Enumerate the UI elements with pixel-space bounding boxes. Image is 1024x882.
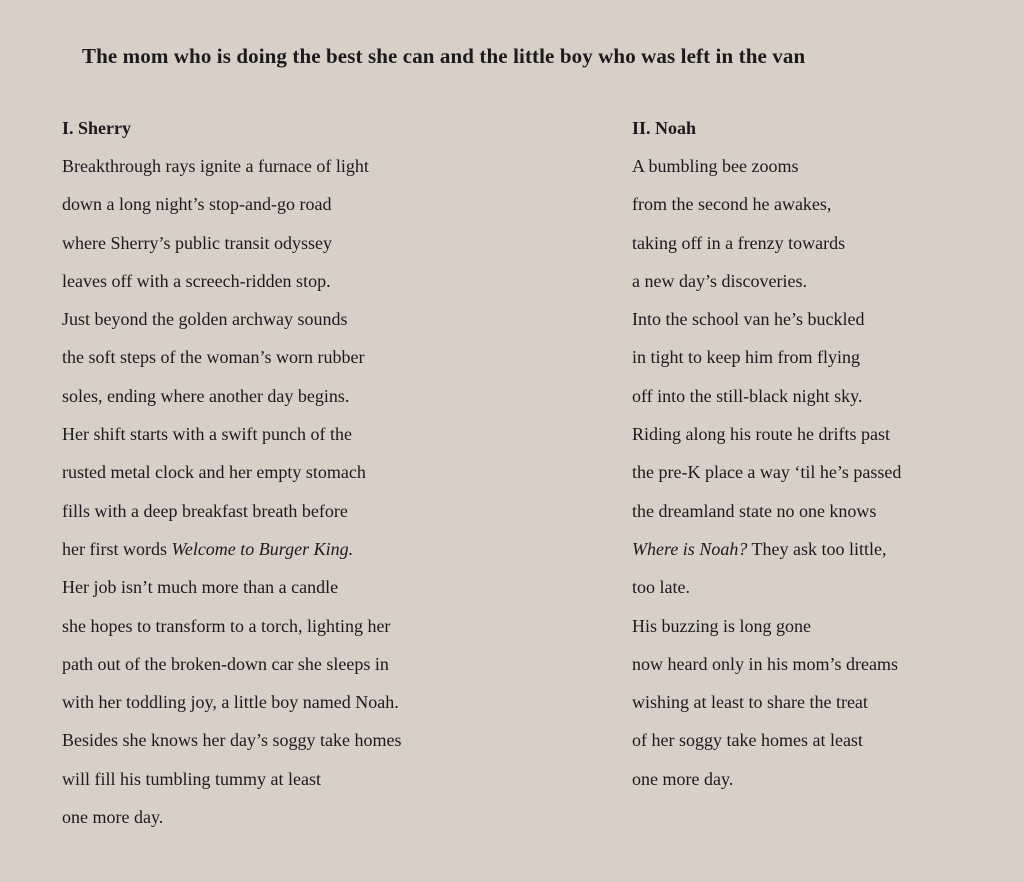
poem-line: Her job isn’t much more than a candle: [62, 577, 339, 598]
poem-title: The mom who is doing the best she can and the little boy who was left in the van: [82, 44, 806, 68]
poem-line: she hopes to transform to a torch, lighting her: [62, 615, 391, 636]
line-italic-text: Welcome to Burger King.: [171, 538, 354, 559]
poem-line: from the second he awakes,: [632, 194, 832, 215]
poem-line: the dreamland state no one knows: [632, 500, 877, 521]
poem-line: leaves off with a screech-ridden stop.: [62, 270, 331, 291]
poem-line: rusted metal clock and her empty stomach: [62, 462, 366, 483]
poem-line: in tight to keep him from flying: [632, 347, 860, 368]
poem-line: too late.: [632, 577, 690, 598]
section-heading: II. Noah: [632, 118, 697, 138]
poem-line: one more day.: [62, 807, 164, 828]
poem-line: A bumbling bee zooms: [632, 156, 799, 176]
poem-line: Breakthrough rays ignite a furnace of light: [62, 156, 369, 176]
line-text: They ask too little,: [747, 538, 887, 559]
poem-line: Just beyond the golden archway sounds: [62, 309, 348, 330]
poem-line: Riding along his route he drifts past: [632, 424, 890, 445]
poem-line: the soft steps of the woman’s worn rubber: [62, 347, 365, 368]
poem-line: Into the school van he’s buckled: [632, 309, 865, 330]
section-noah: [632, 116, 901, 805]
line-text: her first words: [62, 538, 172, 559]
poem-line: one more day.: [632, 768, 734, 789]
poem-line: [632, 537, 901, 561]
poem-line: path out of the broken-down car she sleeps in: [62, 653, 389, 674]
poem-line: with her toddling joy, a little boy named Noah.: [62, 692, 399, 713]
section-heading: I. Sherry: [62, 118, 131, 138]
poem-line: the pre-K place a way ‘til he’s passed: [632, 462, 902, 483]
poem-line: His buzzing is long gone: [632, 615, 811, 636]
poem-line: [62, 537, 401, 561]
poem-line: off into the still-black night sky.: [632, 385, 863, 406]
poem-line: now heard only in his mom’s dreams: [632, 653, 898, 674]
poem-line: Her shift starts with a swift punch of the: [62, 424, 352, 445]
poem-line: taking off in a frenzy towards: [632, 232, 846, 253]
poem-line: Besides she knows her day’s soggy take homes: [62, 730, 402, 751]
poem-line: a new day’s discoveries.: [632, 270, 807, 291]
poem-line: where Sherry’s public transit odyssey: [62, 232, 332, 253]
poem-line: wishing at least to share the treat: [632, 692, 868, 713]
section-sherry: [62, 116, 401, 843]
poem-line: fills with a deep breakfast breath before: [62, 500, 348, 521]
poem-line: soles, ending where another day begins.: [62, 385, 350, 406]
poem-line: will fill his tumbling tummy at least: [62, 768, 321, 789]
poem-line: down a long night’s stop-and-go road: [62, 194, 332, 215]
line-italic-text: Where is Noah?: [632, 538, 748, 559]
poem-line: of her soggy take homes at least: [632, 730, 863, 751]
